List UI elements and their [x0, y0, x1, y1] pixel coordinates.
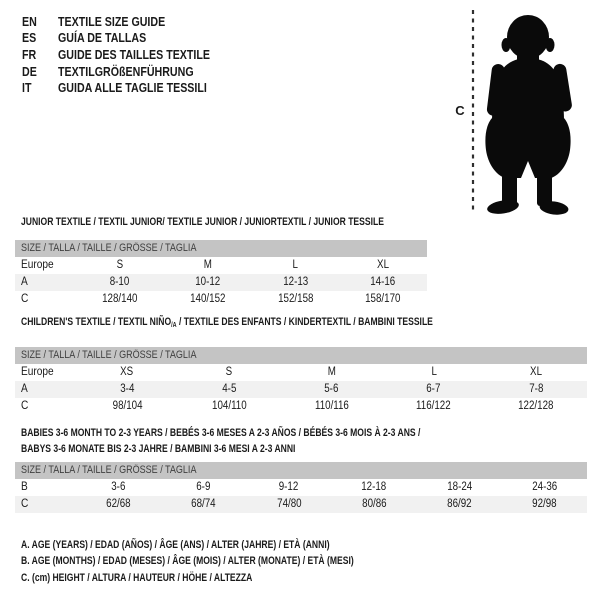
table-row: [15, 364, 587, 381]
size-cell: XL: [377, 258, 390, 271]
table-row: [15, 274, 427, 291]
language-code: DE: [22, 63, 37, 79]
language-title: GUÍA DE TALLAS: [58, 30, 147, 46]
table-row: [15, 398, 587, 415]
size-cell: 62/68: [106, 498, 131, 510]
size-cell: 104/110: [211, 399, 247, 412]
language-code: IT: [22, 80, 32, 96]
table-row: [15, 381, 587, 398]
size-cell: L: [430, 365, 437, 378]
language-row: [22, 79, 243, 96]
footnote-line: B. AGE (MONTHS) / EDAD (MESES) / ÂGE (MOIS) / ALTER (MONATE) / ETÀ (MESI): [21, 555, 354, 568]
section-title: [15, 315, 587, 334]
size-cell: 74/80: [276, 498, 302, 510]
section-title-line: JUNIOR TEXTILE / TEXTIL JUNIOR/ TEXTILE JUNIOR / JUNIORTEXTIL / JUNIOR TESSILE: [21, 216, 384, 228]
size-cell: 12-18: [361, 481, 387, 493]
size-header-label: SIZE / TALLA / TAILLE / GRÖSSE / TAGLIA: [21, 348, 197, 361]
row-label: Europe: [21, 365, 54, 378]
size-section-children: [15, 315, 587, 415]
section-title: [15, 426, 587, 457]
language-code: FR: [22, 46, 37, 62]
size-cell: 98/104: [112, 399, 143, 412]
size-cell: 80/86: [361, 498, 387, 510]
size-cell: 128/140: [102, 292, 138, 305]
table-row: [15, 257, 427, 274]
size-cell: 7-8: [528, 382, 543, 395]
language-title: GUIDA ALLE TAGLIE TESSILI: [58, 80, 207, 96]
size-cell: 8-10: [110, 275, 130, 288]
size-cell: S: [226, 365, 233, 378]
footnote-line: C. (cm) HEIGHT / ALTURA / HAUTEUR / HÖHE / ALTEZZA: [21, 571, 253, 584]
size-cell: M: [203, 258, 212, 271]
size-cell: 116/122: [416, 399, 452, 412]
language-title-list: [22, 13, 243, 96]
row-label: A: [21, 382, 28, 395]
size-cell: XS: [120, 365, 134, 378]
size-cell: 12-13: [282, 275, 308, 288]
size-table: [15, 257, 427, 308]
footnote-line: A. AGE (YEARS) / EDAD (AÑOS) / ÂGE (ANS) / ALTER (JAHRE) / ETÀ (ANNI): [21, 539, 330, 551]
language-row: [22, 13, 243, 30]
size-cell: 5-6: [324, 382, 339, 395]
language-title: TEXTILE SIZE GUIDE: [58, 13, 166, 29]
table-row: [15, 496, 587, 513]
size-header-label: SIZE / TALLA / TAILLE / GRÖSSE / TAGLIA: [21, 241, 197, 254]
language-title: TEXTILGRÖßENFÜHRUNG: [58, 63, 194, 79]
section-title-line: BABIES 3-6 MONTH TO 2-3 YEARS / BEBÉS 3-6 MESES A 2-3 AÑOS / BÉBÉS 3-6 MOIS À 2-3 ANS /: [21, 427, 421, 439]
language-row: [22, 46, 243, 63]
size-section-junior: [15, 215, 427, 308]
section-title-line: BABYS 3-6 MONATE BIS 2-3 JAHRE / BAMBINI 3-6 MESI A 2-3 ANNI: [21, 442, 296, 455]
size-header-band: [15, 347, 587, 364]
size-cell: 3-6: [111, 481, 126, 493]
size-cell: 152/158: [277, 292, 314, 305]
size-cell: 24-36: [531, 481, 557, 493]
size-header-band: [15, 462, 587, 479]
language-row: [22, 30, 243, 47]
size-cell: 92/98: [532, 498, 557, 510]
size-cell: 6-7: [426, 382, 441, 395]
language-row: [22, 63, 243, 80]
size-table: [15, 364, 587, 415]
size-cell: L: [292, 258, 299, 271]
size-cell: S: [116, 258, 124, 271]
table-row: [15, 479, 587, 496]
height-measure-label: C: [455, 103, 465, 118]
row-label: B: [21, 481, 28, 493]
size-cell: 140/152: [189, 292, 226, 305]
size-cell: 86/92: [447, 498, 472, 510]
size-cell: 9-12: [279, 481, 299, 493]
size-cell: 68/74: [191, 498, 216, 510]
height-figure: [440, 4, 600, 218]
size-cell: 6-9: [196, 481, 211, 493]
size-cell: 4-5: [222, 382, 237, 395]
row-label: C: [21, 498, 29, 510]
row-label: C: [21, 399, 29, 412]
size-cell: 10-12: [195, 275, 221, 288]
size-cell: 18-24: [446, 481, 472, 493]
size-cell: 158/170: [365, 292, 401, 305]
size-cell: 14-16: [370, 275, 396, 288]
language-title: GUIDE DES TAILLES TEXTILE: [58, 46, 211, 62]
size-section-babies: [15, 426, 587, 513]
footnotes: [21, 537, 448, 586]
size-header-label: SIZE / TALLA / TAILLE / GRÖSSE / TAGLIA: [21, 464, 197, 476]
size-header-band: [15, 240, 427, 257]
row-label: Europe: [21, 258, 54, 271]
section-title-line: CHILDREN'S TEXTILE / TEXTIL $NIÑO_{/A}$ / TEXTILE DES ENFANTS / KINDERTEXTIL / BAMBINI TESSILE: [21, 316, 433, 329]
size-cell: 110/116: [314, 399, 349, 412]
language-code: EN: [22, 13, 37, 29]
size-cell: XL: [529, 365, 542, 378]
size-cell: 3-4: [120, 382, 135, 395]
section-title: [15, 215, 427, 231]
row-label: A: [21, 275, 28, 288]
size-cell: 122/128: [518, 399, 554, 412]
baby-silhouette-icon: [440, 4, 600, 218]
table-row: [15, 291, 427, 308]
row-label: C: [21, 292, 29, 305]
size-table: [15, 479, 587, 513]
language-code: ES: [22, 30, 37, 46]
size-cell: M: [327, 365, 336, 378]
